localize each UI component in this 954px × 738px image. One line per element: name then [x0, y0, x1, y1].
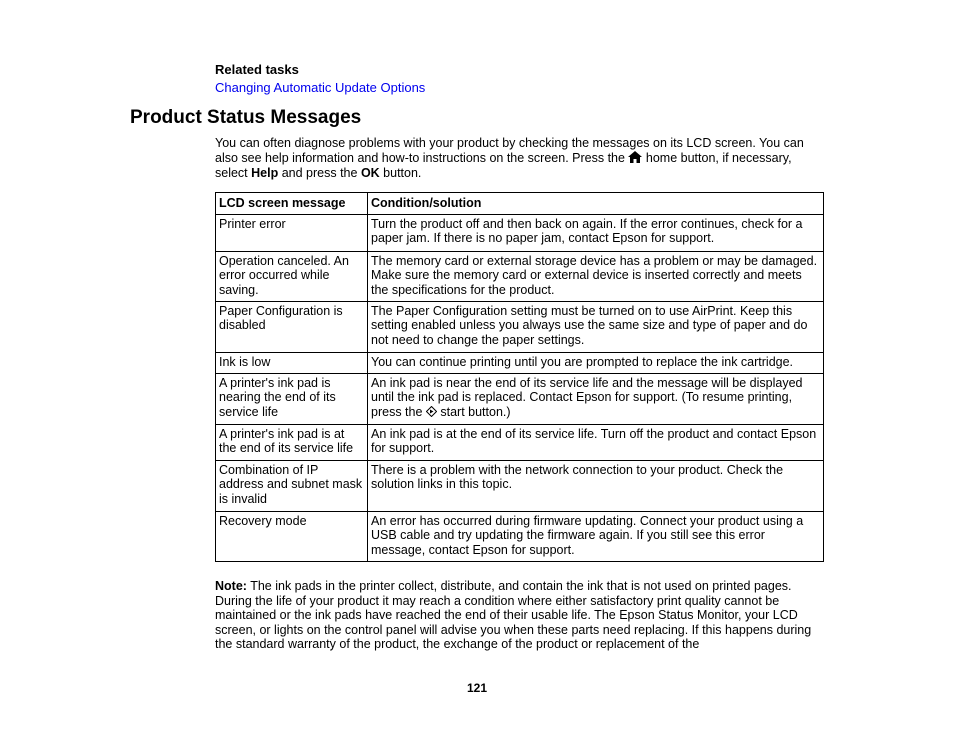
ok-keyword: OK [360, 166, 380, 180]
solution-cell: The Paper Configuration setting must be turned on to use AirPrint. Keep this setting enabled unless you always use the same size and type of paper and do not need to change the paper settings. [368, 301, 824, 352]
solution-cell: Turn the product off and then back on again. If the error continues, check for a paper jam. If there is no paper jam, contact Epson for support. [368, 214, 824, 251]
home-icon [628, 151, 642, 163]
message-cell: Combination of IP address and subnet mask is invalid [216, 460, 368, 511]
note-paragraph [215, 579, 823, 652]
related-tasks-title: Related tasks [215, 62, 299, 77]
table-row [216, 460, 824, 511]
intro-text-3: and press the [278, 166, 361, 180]
solution-text-2: start button.) [436, 404, 511, 419]
solution-cell [368, 373, 824, 424]
solution-text-1: An ink pad is near the end of its service life and the message will be displayed until the ink pad is replaced. Contact Epson for support. (To resume printing, press the [371, 375, 803, 419]
message-cell: Paper Configuration is disabled [216, 301, 368, 352]
solution-cell: An error has occurred during firmware updating. Connect your product using a USB cable and try updating the firmware again. If you still see this error message, contact Epson for support. [368, 511, 824, 561]
message-cell: Ink is low [216, 352, 368, 373]
changing-automatic-update-options-link[interactable]: Changing Automatic Update Options [215, 80, 426, 95]
help-keyword: Help [251, 166, 279, 180]
message-cell: A printer's ink pad is nearing the end of its service life [216, 373, 368, 424]
message-cell: Operation canceled. An error occurred while saving. [216, 251, 368, 301]
intro-paragraph [215, 136, 823, 181]
message-cell: Printer error [216, 214, 368, 251]
solution-cell: You can continue printing until you are prompted to replace the ink cartridge. [368, 352, 824, 373]
table-row [216, 352, 824, 373]
start-diamond-icon [426, 406, 437, 417]
header-condition-solution: Condition/solution [368, 193, 824, 215]
solution-cell: The memory card or external storage device has a problem or may be damaged. Make sure the memory card or external device is inserted correctly and meets the specifications for the product. [368, 251, 824, 301]
table-row [216, 424, 824, 460]
note-text: The ink pads in the printer collect, distribute, and contain the ink that is not used on printed pages. During the life of your product it may reach a condition where either satisfactory print quality cannot be maintained or the ink pads have reached the end of their usable life. The Epson Status Monitor, your LCD screen, or lights on the control panel will advise you when these parts need replacing. If this happens during the standard warranty of the product, the exchange of the product or replacement of the [215, 579, 812, 651]
solution-cell: An ink pad is at the end of its service life. Turn off the product and contact Epson for support. [368, 424, 824, 460]
solution-cell: There is a problem with the network connection to your product. Check the solution links in this topic. [368, 460, 824, 511]
intro-text-1: You can often diagnose problems with your product by checking the messages on its LCD screen. You can also see help information and how-to instructions on the screen. Press the [215, 136, 804, 165]
header-lcd-message: LCD screen message [216, 193, 368, 215]
table-row [216, 511, 824, 561]
table-row [216, 214, 824, 251]
page-number: 121 [466, 681, 488, 695]
message-cell: Recovery mode [216, 511, 368, 561]
note-label: Note: [215, 579, 247, 593]
page-title: Product Status Messages [130, 107, 362, 128]
table-row [216, 373, 824, 424]
table-row [216, 301, 824, 352]
table-header-row [216, 193, 824, 215]
message-cell: A printer's ink pad is at the end of its service life [216, 424, 368, 460]
intro-text-4: button. [379, 166, 422, 180]
status-messages-table [215, 192, 824, 562]
intro-text-2: home button, if necessary, select [215, 151, 792, 180]
table-row [216, 251, 824, 301]
